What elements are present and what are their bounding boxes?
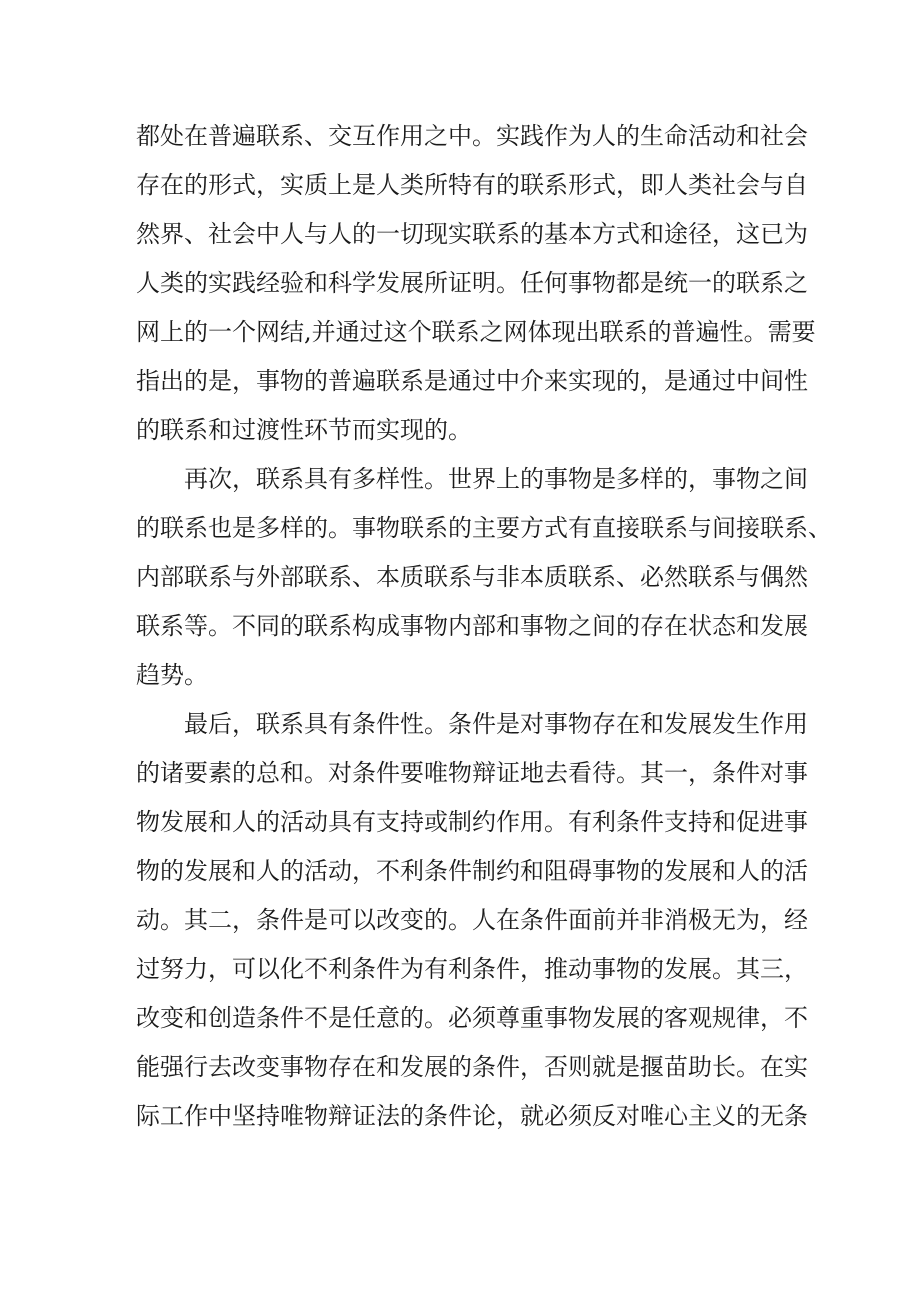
text-line: 的联系也是多样的。事物联系的主要方式有直接联系与间接联系、	[136, 514, 832, 542]
text-line: 际工作中坚持唯物辩证法的条件论，就必须反对唯心主义的无条	[136, 1102, 808, 1130]
paragraph-2	[136, 455, 832, 700]
paragraph-3	[136, 700, 816, 1141]
text-line: 联系等。不同的联系构成事物内部和事物之间的存在状态和发展	[136, 612, 808, 640]
text-line: 内部联系与外部联系、本质联系与非本质联系、必然联系与偶然	[136, 563, 808, 591]
text-line: 趋势。	[136, 661, 208, 689]
text-line: 最后，联系具有条件性。条件是对事物存在和发展发生作用	[184, 710, 808, 738]
text-line: 再次，联系具有多样性。世界上的事物是多样的，事物之间	[184, 465, 808, 493]
text-line: 都处在普遍联系、交互作用之中。实践作为人的生命活动和社会	[136, 122, 808, 150]
text-line: 物发展和人的活动具有支持或制约作用。有利条件支持和促进事	[136, 808, 808, 836]
body-text	[136, 112, 832, 1141]
text-line: 存在的形式，实质上是人类所特有的联系形式，即人类社会与自	[136, 171, 808, 199]
text-line: 改变和创造条件不是任意的。必须尊重事物发展的客观规律，不	[136, 1004, 808, 1032]
text-line: 指出的是，事物的普遍联系是通过中介来实现的，是通过中间性	[136, 367, 808, 395]
text-line: 人类的实践经验和科学发展所证明。任何事物都是统一的联系之	[136, 269, 808, 297]
paragraph-1	[136, 112, 816, 455]
text-line: 的诸要素的总和。对条件要唯物辩证地去看待。其一，条件对事	[136, 759, 808, 787]
text-line: 能强行去改变事物存在和发展的条件，否则就是揠苗助长。在实	[136, 1053, 808, 1081]
text-line: 的联系和过渡性环节而实现的。	[136, 416, 472, 444]
text-line: 过努力，可以化不利条件为有利条件，推动事物的发展。其三，	[136, 955, 808, 983]
text-line: 然界、社会中人与人的一切现实联系的基本方式和途径，这已为	[136, 220, 808, 248]
text-line: 动。其二，条件是可以改变的。人在条件面前并非消极无为，经	[136, 906, 808, 934]
text-line: 网上的一个网结,并通过这个联系之网体现出联系的普遍性。需要	[136, 318, 816, 346]
text-line: 物的发展和人的活动，不利条件制约和阻碍事物的发展和人的活	[136, 857, 808, 885]
